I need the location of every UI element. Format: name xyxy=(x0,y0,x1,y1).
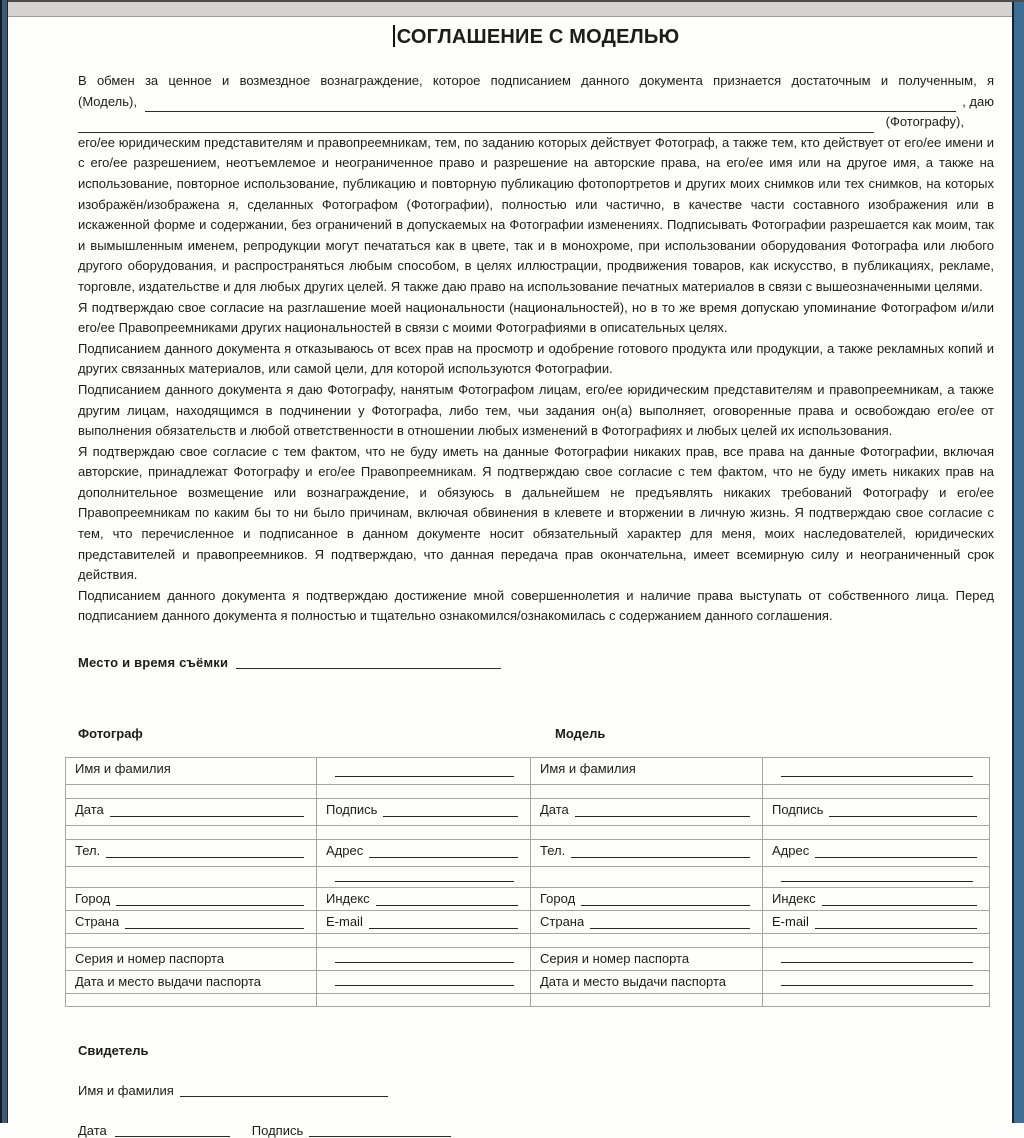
photographer-name-blank[interactable] xyxy=(78,117,874,133)
table-row-spacer xyxy=(66,785,990,799)
table-row-city-zip xyxy=(66,888,990,911)
signature-blank[interactable] xyxy=(383,802,518,817)
phone-blank[interactable] xyxy=(106,843,304,858)
table-row-name xyxy=(66,758,990,785)
witness-section xyxy=(78,1043,994,1138)
date-blank[interactable] xyxy=(110,802,304,817)
table-row-phone-address xyxy=(66,840,990,867)
date-label: Дата xyxy=(75,802,104,818)
name-blank[interactable] xyxy=(781,760,973,777)
table-headers xyxy=(78,726,994,744)
city-blank[interactable] xyxy=(116,891,304,906)
email-label: E-mail xyxy=(772,914,809,930)
witness-signature-blank[interactable] xyxy=(309,1123,451,1137)
paragraph-release: Подписанием данного документа я даю Фотографу, нанятым Фотографом лицам, его/ее юридическим представителям и правопреемникам, а также другим лицам, находящимся в подчинении у Фотографа, либо тем, чьи задания он(а) выполняет, оговоренные права и освобождаю его/ее от выполнения обязательств и любой ответственности в отношении любых изменений в Фотографиях и любых целей их использования. xyxy=(78,381,994,439)
phone-blank[interactable] xyxy=(571,843,750,858)
zip-blank[interactable] xyxy=(376,891,518,906)
model-name-line xyxy=(78,92,994,113)
name-blank[interactable] xyxy=(335,760,514,777)
passport-issue-blank[interactable] xyxy=(781,971,973,986)
table-row-passport-number xyxy=(66,948,990,971)
passport-number-label: Серия и номер паспорта xyxy=(75,951,225,967)
signature-label: Подпись xyxy=(772,802,824,818)
witness-header: Свидетель xyxy=(78,1043,149,1059)
address-label: Адрес xyxy=(326,843,364,859)
table-row-date-signature xyxy=(66,799,990,826)
table-row-spacer xyxy=(66,826,990,840)
paragraph-waiver: Подписанием данного документа я отказываюсь от всех прав на просмотр и одобрение готового продукта или продукции, а также рекламных копий и других связанных материалов, или самой цели, для которой используются Фотографии. xyxy=(78,340,994,377)
signature-table xyxy=(65,757,990,1007)
address-continuation-blank[interactable] xyxy=(335,867,514,882)
address-label: Адрес xyxy=(772,843,810,859)
country-label: Страна xyxy=(540,914,585,930)
passport-issue-blank[interactable] xyxy=(335,971,514,986)
city-label: Город xyxy=(75,891,111,907)
table-row-country-email xyxy=(66,911,990,934)
passport-number-label: Серия и номер паспорта xyxy=(540,951,690,967)
country-label: Страна xyxy=(75,914,120,930)
photographer-label: (Фотографу), xyxy=(885,114,964,130)
give-word: , даю xyxy=(962,93,994,109)
page-title: СОГЛАШЕНИЕ С МОДЕЛЬЮ xyxy=(396,26,680,48)
scan-edge-right xyxy=(1012,2,1024,1123)
photographer-column-header: Фотограф xyxy=(78,726,143,742)
shoot-place-line xyxy=(78,655,994,670)
signature-blank[interactable] xyxy=(829,802,977,817)
email-blank[interactable] xyxy=(369,914,518,929)
zip-blank[interactable] xyxy=(822,891,977,906)
scan-edge-top xyxy=(0,0,1024,17)
photographer-name-line xyxy=(78,112,994,133)
intro-line-1: В обмен за ценное и возмездное вознаграждение, которое подписанием данного документа признается достаточным и полученным, я xyxy=(78,73,994,88)
scan-edge-left xyxy=(0,0,8,1123)
table-row-spacer xyxy=(66,934,990,948)
city-label: Город xyxy=(540,891,576,907)
name-label: Имя и фамилия xyxy=(75,761,171,777)
agreement-text xyxy=(78,71,994,627)
passport-issue-label: Дата и место выдачи паспорта xyxy=(540,974,727,990)
country-blank[interactable] xyxy=(590,914,750,929)
paragraph-rights: его/ее юридическим представителям и правопреемникам, тем, по заданию которых действует Фотограф, а также тем, кто действует от его/ее имени и с его/ее разрешением, неотъемлемое и неограниченное право и разрешение на авторские права, на его/ее имя или на другое имя, а также на использование, повторное использование, публикацию и повторную публикацию фотопортретов и других моих снимков или тех снимков, на которых изображён/изображена я, сделанных Фотографом (Фотографии), полностью или частично, в качестве части составного изображения или в искаженной форме и содержании, без ограничений в допускаемых на Фотографии изменениях. Подписывать Фотографии разрешается как моим, так и вымышленным именем, репродукции могут печататься как в цвете, так и в монохроме, при использовании оборудования Фотографа или любого другого оборудования, и распространяться любым способом, в целях иллюстрации, продвижения товаров, как искусство, в публикациях, рекламе, торговле, издательстве и для любых других целей. Я также даю право на использование печатных материалов в связи с вышеозначенными целями. xyxy=(78,134,994,294)
zip-label: Индекс xyxy=(326,891,370,907)
table-row-passport-issue xyxy=(66,971,990,994)
model-label: (Модель), xyxy=(78,93,137,109)
witness-name-label: Имя и фамилия xyxy=(78,1083,174,1099)
address-blank[interactable] xyxy=(815,843,977,858)
witness-name-blank[interactable] xyxy=(180,1083,388,1097)
phone-label: Тел. xyxy=(540,843,566,859)
witness-date-signature-line xyxy=(78,1123,994,1138)
zip-label: Индекс xyxy=(772,891,816,907)
passport-issue-label: Дата и место выдачи паспорта xyxy=(75,974,262,990)
table-row-address-continuation xyxy=(66,867,990,888)
paragraph-nationality: Я подтверждаю свое согласие на разглашение моей национальности (национальностей), но в то же время допускаю упоминание Фотографом и/или его/ее Правопреемниками других национальностей в связи с моими Фотографиями в описательных целях. xyxy=(78,299,994,336)
table-row-spacer xyxy=(66,994,990,1007)
document-page xyxy=(7,15,1014,1138)
witness-date-blank[interactable] xyxy=(115,1123,230,1137)
email-blank[interactable] xyxy=(815,914,977,929)
signature-label: Подпись xyxy=(326,802,378,818)
date-label: Дата xyxy=(540,802,569,818)
shoot-place-label: Место и время съёмки xyxy=(78,655,229,671)
model-column-header: Модель xyxy=(555,726,606,742)
shoot-place-blank[interactable] xyxy=(236,655,501,669)
email-label: E-mail xyxy=(326,914,363,930)
name-label: Имя и фамилия xyxy=(540,761,636,777)
title-row xyxy=(78,25,994,49)
witness-date-label: Дата xyxy=(78,1123,107,1138)
model-name-blank[interactable] xyxy=(145,96,956,112)
witness-signature-label: Подпись xyxy=(251,1123,304,1138)
witness-name-line xyxy=(78,1083,994,1098)
phone-label: Тел. xyxy=(75,843,101,859)
paragraph-age: Подписанием данного документа я подтверждаю достижение мной совершеннолетия и наличие права выступать от собственного лица. Перед подписанием данного документа я полностью и тщательно ознакомился/ознакомилась с содержанием данного соглашения. xyxy=(78,587,994,624)
passport-number-blank[interactable] xyxy=(335,948,514,963)
city-blank[interactable] xyxy=(581,891,750,906)
address-continuation-blank[interactable] xyxy=(781,867,973,882)
text-cursor xyxy=(393,25,395,47)
passport-number-blank[interactable] xyxy=(781,948,973,963)
paragraph-no-claims: Я подтверждаю свое согласие с тем фактом, что не буду иметь на данные Фотографии никаких прав, все права на данные Фотографии, включая авторские, принадлежат Фотографу и его/ее Правопреемникам. Я подтверждаю свое согласие с тем фактом, что не буду иметь никаких прав на дополнительное возмещение или вознаграждение, и обязуюсь в дальнейшем не предъявлять никаких требований Фотографу и его/ее Правопреемникам по каким бы то ни было причинам, включая обвинения в клевете и вторжении в личную жизнь. Я подтверждаю свое согласие с тем, что перечисленное и подписанное в данном документе носит обязательный характер для меня, моих наследователей, юридических представителей и правопреемников. Я подтверждаю, что данная передача прав окончательна, имеет всемирную силу и неограниченный срок действия. xyxy=(78,443,994,583)
date-blank[interactable] xyxy=(575,802,750,817)
address-blank[interactable] xyxy=(369,843,518,858)
country-blank[interactable] xyxy=(125,914,304,929)
